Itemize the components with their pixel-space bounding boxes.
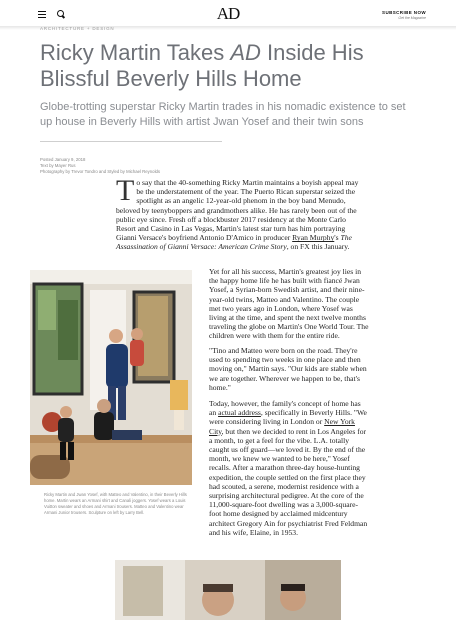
- subscribe-link[interactable]: [382, 10, 426, 20]
- body-paragraph-2: "Tino and Matteo were born on the road. They're used to spending two weeks in one place and then moving on," Martin says. "Our kids are stable when we are together. Wherever we happen to be, that's home.": [209, 346, 367, 392]
- article-dek: Globe-trotting superstar Ricky Martin trades in his nomadic existence to set up house in Beverly Hills with artist Jwan Yosef and their twin sons: [40, 101, 406, 128]
- second-photo: [115, 560, 341, 620]
- article-byline: [40, 157, 160, 176]
- dek-divider: [40, 141, 222, 142]
- article-headline: Ricky Martin Takes AD Inside His Blissful Beverly Hills Home: [40, 40, 364, 91]
- family-photo: [30, 270, 192, 485]
- subscribe-title: SUBSCRIBE NOW: [382, 10, 426, 15]
- search-icon[interactable]: [57, 10, 65, 18]
- second-photo-illustration: [115, 560, 341, 620]
- intro-paragraph: To say that the 40-something Ricky Martin maintains a boyish appeal may be the understatement of the year. The Puerto Rican superstar seized the spotlight as an angelic 12-year-old phenom in the boy band Menudo, beloved by teenyboppers and grandmothers alike. He has rarely been out of the public eye since. Fresh off a blockbuster 2017 residency at the Monte Carlo Resort and Casino in Las Vegas, Martin's latest star turn has him portraying Gianni Versace's boyfriend Antonio D'Amico in producer Ryan Murphy's The Assassination of Gianni Versace: American Crime Story, on FX this January.: [116, 174, 359, 252]
- hamburger-menu-icon[interactable]: [38, 11, 46, 18]
- photo-credit: Photography by Trevor Tondro and Styled by Michael Reynolds: [40, 169, 161, 175]
- drop-cap: T: [116, 174, 135, 207]
- section-rubric[interactable]: ARCHITECTURE + DESIGN: [40, 26, 115, 31]
- body-paragraph-3: Today, however, the family's concept of home has an actual address, specifically in Beverly Hills. "We were considering living in London or New York City, but then we decided to rent in Los Angeles for a month, to get a feel for the vibe. L.A. totally caught us off guard—we loved it. By the end of the month, we knew we wanted to be here," Yosef recalls. After a marathon three-day house-hunting expedition, the couple settled on the first place they had scouted, a serene, modernist residence with a surprising architectural pedigree. At the core of the 11,000-square-foot dwelling was a 3,000-square-foot home designed by acclaimed midcentury architect Gregory Ain for psychiatrist Fred Feldman and his wife, Elaine, in 1953.: [209, 399, 368, 537]
- posted-date: Posted January 9, 2018: [40, 157, 86, 162]
- new-york-city-link[interactable]: New York City: [209, 417, 355, 436]
- body-paragraph-1: Yet for all his success, Martin's greatest joy lies in the happy home life he has built with fiancé Jwan Yosef, a Syrian-born Swedish artist, and their nine-year-old twins, Matteo and Valentino. The couple met two years ago in London, where Yosef was living at the time, and spent the next twelve months traveling the globe on Martin's One World Tour. The children were with them for the entire ride.: [209, 267, 369, 341]
- family-photo-illustration: [30, 270, 192, 485]
- subscribe-subtitle: Get the Magazine: [398, 16, 426, 20]
- ad-logo[interactable]: AD: [216, 4, 240, 23]
- photo-caption: Ricky Martin and Jwan Yosef, with Matteo and Valentino, in their Beverly Hills home. Martin wears an Armani shirt and Canali joggers. Yosef wears a Louis Vuitton sweater and shoes and Armani trousers. Matteo and Valentino wear Armani Junior trousers. Sculpture on left by Larry Bell.: [44, 492, 187, 515]
- ryan-murphy-link[interactable]: Ryan Murphy: [292, 233, 335, 243]
- text-credit: Text by Mayer Rus: [40, 163, 76, 169]
- actual-address-link[interactable]: actual address: [218, 408, 261, 418]
- top-navigation-bar: [0, 0, 456, 26]
